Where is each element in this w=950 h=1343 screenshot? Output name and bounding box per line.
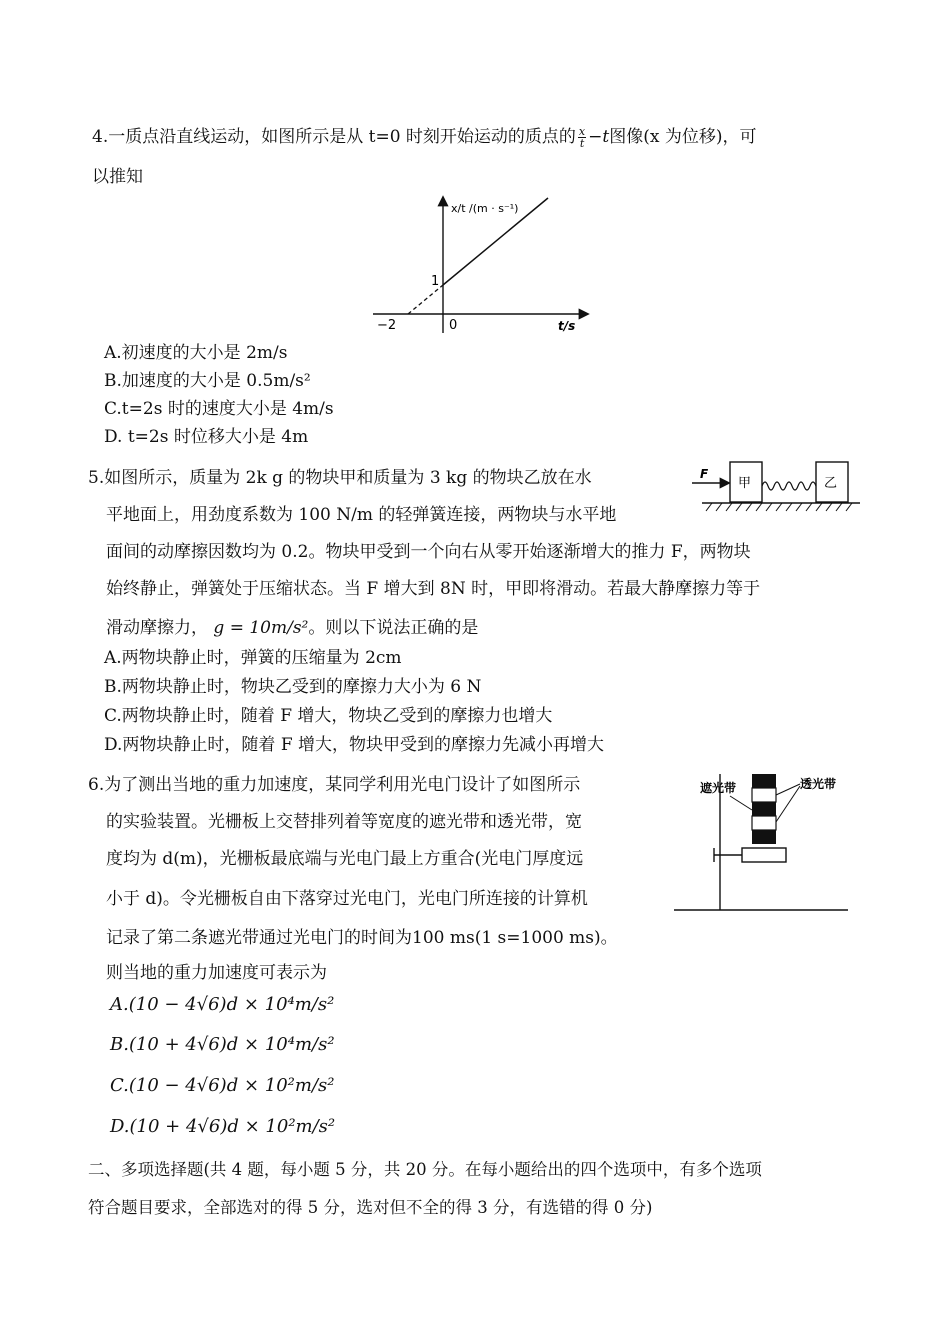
q4-option-b: B.加速度的大小是 0.5m/s² (104, 371, 311, 391)
section2-header-line2: 符合题目要求，全部选对的得 5 分，选对但不全的得 3 分，有选错的得 0 分) (88, 1198, 653, 1217)
q4-option-c: C.t=2s 时的速度大小是 4m/s (104, 399, 334, 419)
graph-dashed-line (408, 285, 443, 314)
q4-stem-math: −t (588, 127, 610, 147)
q6-stem-line5: 记录了第二条遮光带通过光电门的时间为100 ms(1 s=1000 ms)。 (106, 928, 618, 948)
q5-stem-line3: 面间的动摩擦因数均为 0.2。物块甲受到一个向右从零开始逐渐增大的推力 F，两物块 (106, 542, 751, 562)
q5-option-c: C.两物块静止时，随着 F 增大，物块乙受到的摩擦力也增大 (104, 706, 553, 726)
x-axis-label: t/s (558, 319, 576, 333)
block-yi-label: 乙 (824, 476, 838, 491)
q6-stem-line6: 则当地的重力加速度可表示为 (106, 963, 327, 983)
grating-band-5-dark (752, 830, 776, 844)
photogate (742, 848, 786, 862)
grating-band-3-dark (752, 802, 776, 816)
label-light-band: 透光带 (800, 777, 837, 791)
grating-band-1-dark (752, 774, 776, 788)
y-axis-label: x/t /(m · s⁻¹) (451, 202, 519, 215)
q5-option-b: B.两物块静止时，物块乙受到的摩擦力大小为 6 N (104, 677, 482, 697)
q4-stem-line1 (92, 124, 756, 150)
q4-stem-text2: 图像(x 为位移)，可 (609, 127, 757, 147)
x-tick-neg2: −2 (377, 318, 397, 333)
q5-gravity-math: g = 10m/s² (213, 618, 309, 638)
force-label: F (700, 467, 709, 481)
q4-frac-num: x (578, 125, 586, 138)
q4-option-d: D. t=2s 时位移大小是 4m (104, 427, 309, 447)
q6-option-c: C.(10 − 4√6)d × 10²m/s² (110, 1075, 335, 1096)
q6-photogate-figure (672, 770, 852, 916)
q5-stem-text2: 。则以下说法正确的是 (308, 618, 479, 638)
y-tick-1: 1 (431, 274, 440, 289)
q6-stem-line4: 小于 d)。令光栅板自由下落穿过光电门，光电门所连接的计算机 (106, 889, 588, 909)
grating-band-2-light (752, 788, 776, 802)
block-jia-label: 甲 (738, 476, 752, 491)
q6-stem-line3: 度均为 d(m)，光栅板最底端与光电门最上方重合(光电门厚度远 (106, 849, 584, 869)
q5-spring-figure (690, 452, 865, 524)
q5-stem-line5 (106, 615, 478, 641)
q5-option-a: A.两物块静止时，弹簧的压缩量为 2cm (104, 648, 402, 668)
q5-stem-line1: 5.如图所示，质量为 2k g 的物块甲和质量为 3 kg 的物块乙放在水 (88, 468, 592, 488)
q4-frac-den: t (579, 137, 585, 150)
q6-stem-line2: 的实验装置。光栅板上交替排列着等宽度的遮光带和透光带，宽 (106, 812, 582, 832)
ground-hatching (706, 503, 852, 511)
q6-option-a: A.(10 − 4√6)d × 10⁴m/s² (110, 994, 335, 1015)
q6-stem-line1: 6.为了测出当地的重力加速度，某同学利用光电门设计了如图所示 (88, 775, 581, 795)
origin-label: 0 (449, 318, 458, 333)
q4-stem-text: 4.一质点沿直线运动，如图所示是从 t=0 时刻开始运动的质点的 (92, 127, 576, 147)
q4-stem-line2: 以推知 (92, 167, 143, 187)
q6-option-b: B.(10 + 4√6)d × 10⁴m/s² (110, 1034, 335, 1055)
q4-xt-graph (365, 190, 595, 340)
label-dark-band: 遮光带 (700, 781, 737, 795)
q4-fraction (578, 126, 586, 149)
q4-option-a: A.初速度的大小是 2m/s (104, 343, 288, 363)
q6-option-d: D.(10 + 4√6)d × 10²m/s² (110, 1116, 336, 1137)
q5-stem-line4: 始终静止，弹簧处于压缩状态。当 F 增大到 8N 时，甲即将滑动。若最大静摩擦力等于 (106, 579, 761, 599)
q5-stem-text: 滑动摩擦力， (106, 618, 208, 638)
q5-stem-line2: 平地面上，用劲度系数为 100 N/m 的轻弹簧连接，两物块与水平地 (106, 505, 617, 525)
grating-band-4-light (752, 816, 776, 830)
q5-option-d: D.两物块静止时，随着 F 增大，物块甲受到的摩擦力先减小再增大 (104, 735, 605, 755)
section2-header-line1: 二、多项选择题(共 4 题，每小题 5 分，共 20 分。在每小题给出的四个选项中，有多个选项 (88, 1160, 762, 1179)
